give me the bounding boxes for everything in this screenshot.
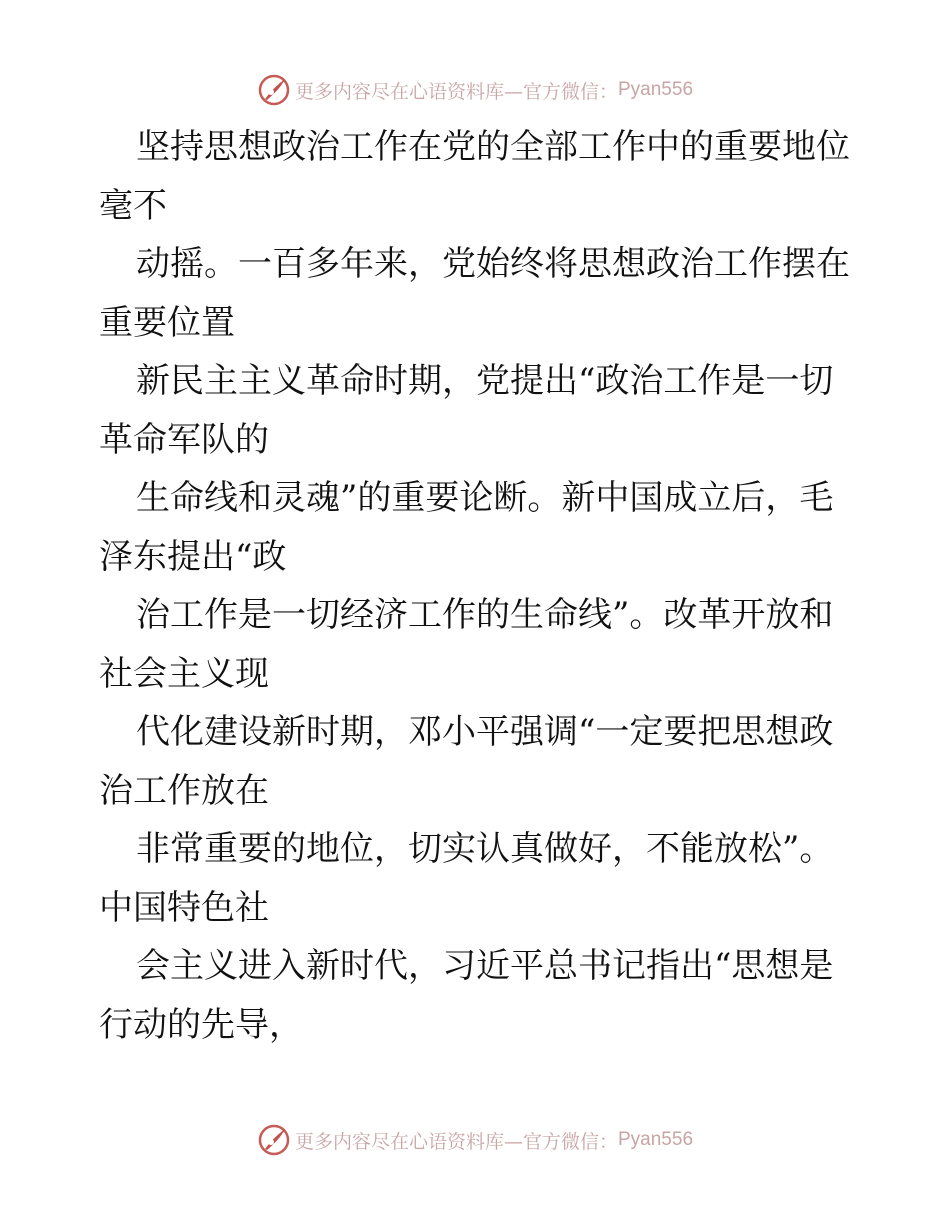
- header-watermark-text: 更多内容尽在心语资料库—官方微信：: [294, 80, 618, 103]
- header-watermark: [0, 70, 950, 110]
- text-line: 革命军队的: [99, 419, 269, 460]
- text-line: 行动的先导，: [99, 1004, 303, 1045]
- text-line: 新民主主义革命时期，党提出“政治工作是一切: [136, 361, 834, 401]
- text-line: 生命线和灵魂”的重要论断。新中国成立后，毛: [136, 478, 834, 518]
- text-line: 重要位置: [99, 302, 235, 343]
- text-line: 代化建设新时期，邓小平强调“一定要把思想政: [136, 712, 834, 752]
- text-line: 会主义进入新时代，习近平总书记指出“思想是: [136, 946, 834, 986]
- text-line: 泽东提出“政: [99, 536, 287, 577]
- text-line: 社会主义现: [99, 653, 269, 694]
- text-line: 治工作是一切经济工作的生命线”。改革开放和: [136, 595, 834, 635]
- header-watermark-handle: Pyan556: [618, 79, 694, 100]
- quill-logo-icon: [257, 73, 291, 107]
- footer-watermark-handle: Pyan556: [618, 1129, 694, 1150]
- quill-logo-icon: [257, 1123, 291, 1157]
- text-line: 毫不: [99, 185, 167, 226]
- text-line: 中国特色社: [99, 887, 269, 928]
- document-body: [99, 118, 859, 1054]
- text-line: 非常重要的地位，切实认真做好，不能放松”。: [136, 829, 834, 869]
- text-line: 动摇。一百多年来，党始终将思想政治工作摆在: [136, 244, 850, 284]
- footer-watermark: [0, 1120, 950, 1160]
- text-line: 坚持思想政治工作在党的全部工作中的重要地位: [136, 127, 850, 167]
- footer-watermark-text: 更多内容尽在心语资料库—官方微信：: [294, 1130, 618, 1153]
- text-line: 治工作放在: [99, 770, 269, 811]
